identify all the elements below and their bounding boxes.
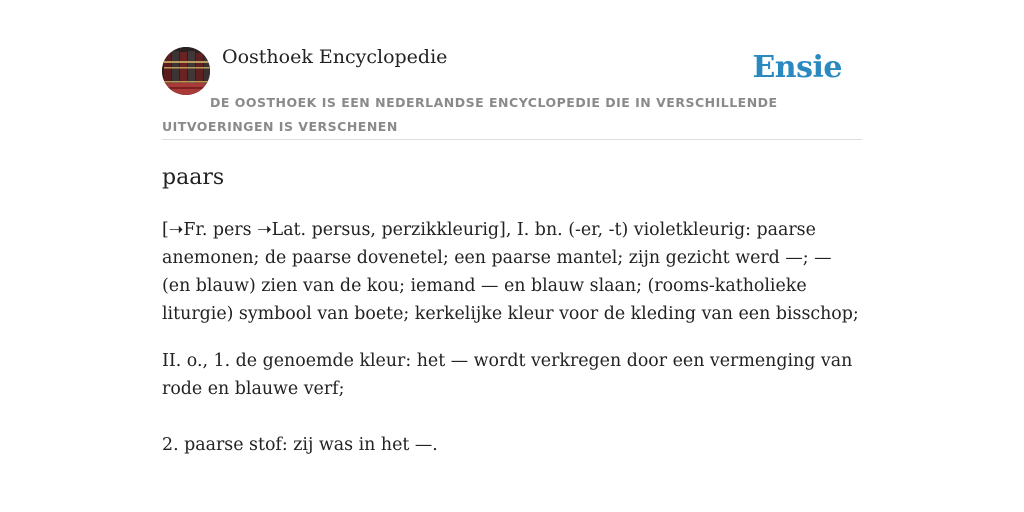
site-title[interactable]: Oosthoek Encyclopedie <box>222 46 448 68</box>
book-spines-icon[interactable] <box>162 47 210 95</box>
site-header <box>162 0 862 140</box>
entry-paragraph: 2. paarse stof: zij was in het —. <box>162 435 438 455</box>
site-tagline: DE OOSTHOEK IS EEN NEDERLANDSE ENCYCLOPEDIE DIE IN VERSCHILLENDE UITVOERINGEN IS VERSCHENEN <box>162 95 778 134</box>
entry-paragraph: II. o., 1. de genoemde kleur: het — wordt verkregen door een vermenging van rode en blauwe verf; <box>162 351 853 399</box>
page <box>162 0 862 512</box>
entry-paragraph: [➝Fr. pers ➝Lat. persus, perzikkleurig], I. bn. (-er, -t) violetkleurig: paarse anemonen; de paarse dovenetel; een paarse mantel; zijn gezicht werd —; — (en blauw) zien van de kou; iemand — en blauw slaan; (rooms-katholieke liturgie) symbool van boete; kerkelijke kleur voor de kleding van een bisschop; <box>162 220 859 324</box>
entry-headword: paars <box>162 165 225 190</box>
brand-logo-link[interactable]: Ensie <box>752 50 842 85</box>
